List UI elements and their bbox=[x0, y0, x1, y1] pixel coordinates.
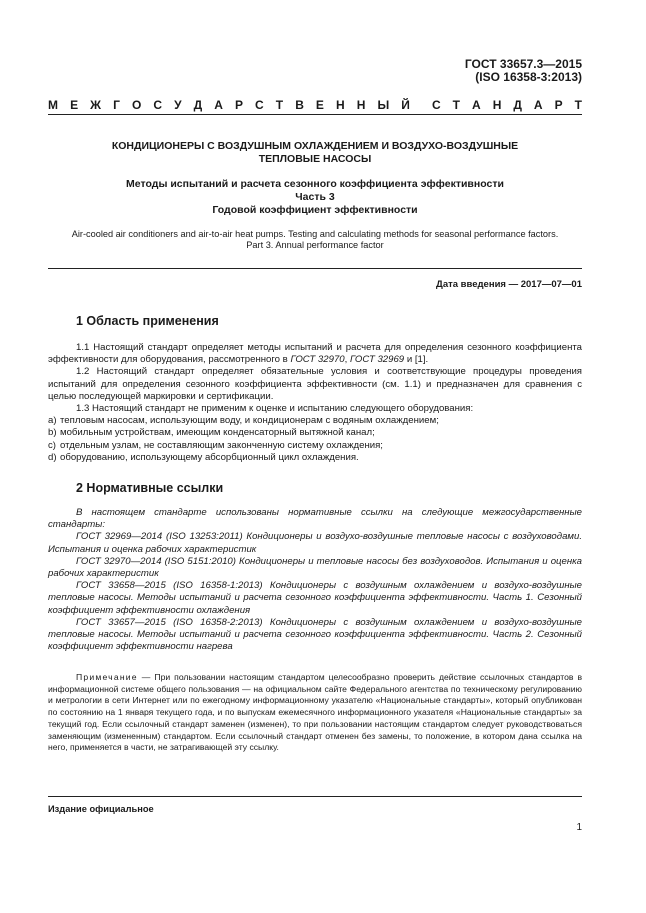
reference-link: ГОСТ 32970 bbox=[290, 354, 345, 366]
clause-1-3: 1.3 Настоящий стандарт не применим к оценке и испытанию следующего оборудования: bbox=[76, 403, 474, 415]
clause-1-2: 1.2 Настоящий стандарт определяет обязательные условия и соответствующие процедуры проведения испытаний для определения сезонного коэффициента эффективности (см. 1.1) и предназначен для сравнения с целью последующей маркировки и сертификации. bbox=[48, 366, 582, 402]
banner-letter: А bbox=[472, 98, 481, 112]
banner-word-interstate bbox=[48, 98, 410, 112]
standard-code-iso: (ISO 16358-3:2013) bbox=[475, 70, 582, 84]
note-label: Примечание bbox=[76, 672, 138, 682]
title-rule bbox=[48, 268, 582, 269]
banner-letter: С bbox=[432, 98, 441, 112]
banner-letter: Р bbox=[554, 98, 563, 112]
reference-entry: ГОСТ 33657—2015 (ISO 16358-2:2013) Кондиционеры с воздушным охлаждением и воздухо-воздушные тепловые насосы. Методы испытаний и расчета сезонного коэффициента эффективности. Часть 2. Сезонный коэффициент эффективности нагрева bbox=[48, 616, 582, 653]
banner-letter: Й bbox=[401, 98, 410, 112]
standard-code bbox=[465, 58, 582, 84]
banner-letter: Н bbox=[356, 98, 366, 112]
subtitle-part-name: Годовой коэффициент эффективности bbox=[212, 204, 418, 216]
document-subtitle bbox=[48, 178, 582, 217]
banner-word-standard bbox=[432, 98, 582, 112]
list-item: d) оборудованию, использующему абсорбционный цикл охлаждения. bbox=[48, 451, 359, 463]
section-2-body bbox=[48, 507, 582, 653]
banner-letter: Т bbox=[574, 98, 582, 112]
banner-letter: Н bbox=[336, 98, 345, 112]
banner-letter: Д bbox=[193, 98, 203, 112]
section-2-heading: 2 Нормативные ссылки bbox=[76, 481, 224, 495]
footer-rule bbox=[48, 796, 582, 797]
banner-letter: Д bbox=[513, 98, 522, 112]
banner-letter: О bbox=[131, 98, 142, 112]
subtitle-line-1: Методы испытаний и расчета сезонного коэффициента эффективности bbox=[126, 178, 504, 190]
banner-letter: Н bbox=[492, 98, 502, 112]
english-title bbox=[48, 229, 582, 251]
list-item: a) тепловым насосам, использующим воду, и кондиционерам с водяным охлаждением; bbox=[48, 415, 439, 427]
banner-letter: Е bbox=[70, 98, 79, 112]
banner-letter: Ы bbox=[377, 98, 390, 112]
banner-letter: Т bbox=[452, 98, 461, 112]
banner-letter: В bbox=[295, 98, 304, 112]
banner-letter: Т bbox=[275, 98, 284, 112]
banner-letter: Е bbox=[315, 98, 324, 112]
section-1-heading: 1 Область применения bbox=[76, 314, 219, 328]
reference-entry: ГОСТ 32969—2014 (ISO 13253:2011) Кондиционеры и воздухо-воздушные тепловые насосы с воздуховодами. Испытания и оценка рабочих характеристик bbox=[48, 531, 582, 555]
banner-letter: Р bbox=[234, 98, 243, 112]
introduction-date: Дата введения — 2017—07—01 bbox=[436, 279, 582, 290]
english-title-line-2: Part 3. Annual performance factor bbox=[246, 240, 384, 250]
list-item: c) отдельным узлам, не составляющим законченную систему охлаждения; bbox=[48, 439, 383, 451]
reference-link: ГОСТ 32969 bbox=[349, 354, 405, 366]
edition-label: Издание официальное bbox=[48, 804, 154, 814]
note-paragraph: Примечание — При пользовании настоящим стандартом целесообразно проверить действие ссылочных стандартов в информационной системе общего пользования — на официальном сайте Федерального агентства по техническому регулированию и метрологии в сети Интернет или по ежегодному информационному указателю «Национальные стандарты», который опубликован по состоянию на 1 января текущего года, и по выпускам ежемесячного информационного указателя «Национальные стандарты» за текущий год. Если ссылочный стандарт заменен (изменен), то при пользовании настоящим стандартом следует руководствоваться заменяющим (измененным) стандартом. Если ссылочный стандарт отменен без замены, то положение, в котором дана ссылка на него, применяется в части, не затрагивающей эту ссылку. bbox=[48, 672, 583, 753]
banner-letter: Г bbox=[113, 98, 120, 112]
section-1-body bbox=[48, 342, 582, 464]
banner-letter: А bbox=[533, 98, 543, 112]
references-intro: В настоящем стандарте использованы нормативные ссылки на следующие межгосударственные стандарты: bbox=[48, 507, 582, 531]
reference-entry: ГОСТ 32970—2014 (ISO 5151:2010) Кондиционеры и тепловые насосы без воздуховодов. Испытания и оценка рабочих характеристик bbox=[48, 555, 582, 580]
document-title bbox=[48, 140, 582, 166]
banner-letter: Ж bbox=[90, 98, 101, 112]
banner-letter: М bbox=[48, 98, 58, 112]
title-line-2: ТЕПЛОВЫЕ НАСОСЫ bbox=[258, 153, 372, 165]
reference-entry: ГОСТ 33658—2015 (ISO 16358-1:2013) Кондиционеры с воздушным охлаждением и воздухо-воздушные тепловые насосы. Методы испытаний и расчета сезонного коэффициента эффективности. Часть 1. Сезонный коэффициент эффективности охлаждения bbox=[48, 580, 582, 616]
subtitle-part: Часть 3 bbox=[295, 191, 335, 203]
list-item: b) мобильным устройствам, имеющим конденсаторный вытяжной канал; bbox=[48, 427, 375, 439]
clause-1-1: 1.1 Настоящий стандарт определяет методы испытаний и расчета для определения сезонного коэффициента эффективности для оборудования, рассмотренного в ГОСТ 32970, ГОСТ 32969 и [1]. bbox=[48, 342, 582, 366]
english-title-line-1: Air-cooled air conditioners and air-to-air heat pumps. Testing and calculating methods for seasonal performance factors. bbox=[71, 229, 559, 239]
title-line-1: КОНДИЦИОНЕРЫ С ВОЗДУШНЫМ ОХЛАЖДЕНИЕМ И ВОЗДУХО-ВОЗДУШНЫЕ bbox=[111, 140, 519, 152]
header-rule bbox=[48, 114, 582, 115]
banner-letter: С bbox=[255, 98, 264, 112]
banner-letter: У bbox=[174, 98, 182, 112]
standard-code-gost: ГОСТ 33657.3—2015 bbox=[464, 57, 582, 71]
page-number: 1 bbox=[576, 822, 582, 833]
banner-letter: С bbox=[153, 98, 163, 112]
banner-letter: А bbox=[214, 98, 223, 112]
interstate-standard-banner bbox=[48, 98, 582, 112]
